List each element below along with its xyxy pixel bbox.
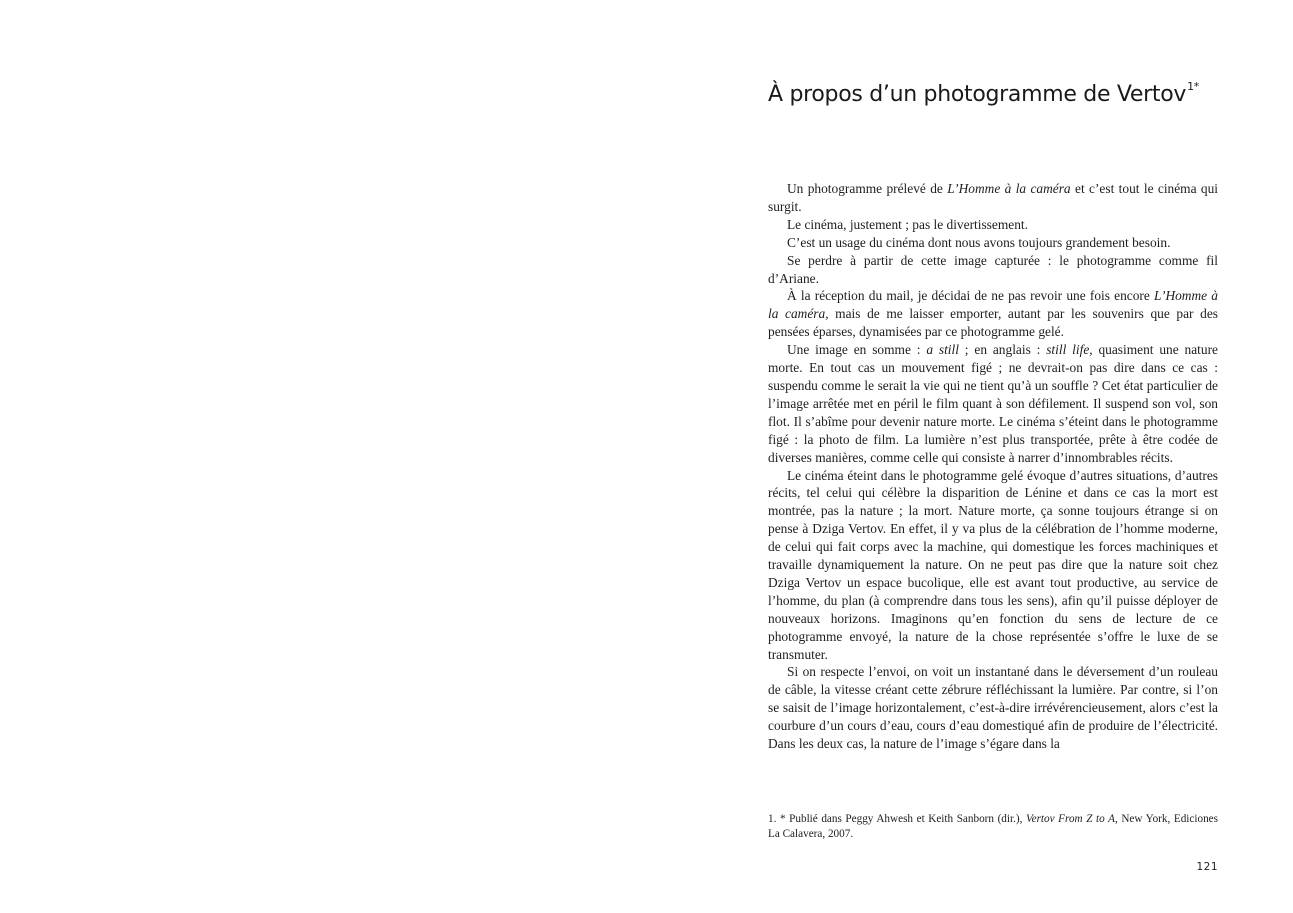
italic-title: still life xyxy=(1046,342,1090,358)
italic-title: L’Homme à la caméra xyxy=(768,288,1218,322)
text-run: , New York, Ediciones La Calavera, 2007. xyxy=(768,813,1218,840)
left-page-blank xyxy=(0,0,646,913)
italic-title: L’Homme à la caméra xyxy=(947,181,1071,196)
body-text xyxy=(768,180,1218,753)
page-number: 121 xyxy=(1196,861,1218,873)
chapter-title-text: À propos d’un photogramme de Vertov xyxy=(768,82,1187,107)
paragraph xyxy=(768,467,1218,664)
text-run: Un photogramme prélevé de xyxy=(787,181,948,196)
chapter-title xyxy=(768,80,1199,107)
italic-title: a still xyxy=(926,342,959,358)
paragraph xyxy=(768,252,1218,288)
text-run: , quasiment une nature morte. En tout cas un mouvement figé ; ne devrait-on pas dire dans ce cas : suspendu comme le serait la vie qui ne tient qu’à un souffle ? Cet état particulier de l’image arrêtée met en péril le film quant à son défilement. Il suspend son vol, son flot. Il s’abîme pour devenir nature morte. Le cinéma s’éteint dans le photogramme figé : la photo de film. La lumière n’est plus transportée, prête à être codée de diverses manières, comme celle qui consiste à narrer d’innombrables récits. xyxy=(768,342,1218,465)
text-run: Se perdre à partir de cette image capturée : le photogramme comme fil d’Ariane. xyxy=(768,252,1218,286)
text-run: , mais de me laisser emporter, autant par les souvenirs que par des pensées éparses, dynamisées par ce photogramme gelé. xyxy=(768,306,1218,340)
text-run: À la réception du mail, je décidai de ne pas revoir une fois encore xyxy=(787,288,1155,304)
paragraph xyxy=(768,234,1218,252)
paragraph xyxy=(768,216,1218,234)
text-run: C’est un usage du cinéma dont nous avons toujours grandement besoin. xyxy=(787,234,1171,250)
paragraph xyxy=(768,341,1218,466)
footnote xyxy=(768,812,1218,842)
paragraph xyxy=(768,663,1218,753)
text-run: Une image en somme : xyxy=(787,342,927,358)
paragraph xyxy=(768,180,1218,216)
text-run: et c’est tout le cinéma qui surgit. xyxy=(768,181,1219,214)
paragraph xyxy=(768,287,1218,341)
footnote-marker: 1* xyxy=(1187,80,1200,93)
text-run: Le cinéma éteint dans le photogramme gelé évoque d’autres situations, d’autres récits, tel celui qui célèbre la disparition de Lénine et dans ce cas la mort est montrée, pas la nature ; la mort. Nature morte, ça sonne toujours étrange si on pense à Dziga Vertov. En effet, il y va plus de la célébration de l’homme moderne, de celui qui fait corps avec la machine, qui domestique les forces machiniques et travaille dynamiquement la nature. On ne peut pas dire que la nature soit chez Dziga Vertov un espace bucolique, elle est avant tout productive, au service de l’homme, du plan (à comprendre dans tous les sens), afin qu’il puisse déployer de nouveaux horizons. Imaginons qu’en fonction du sens de lecture de ce photogramme envoyé, la nature de la chose représentée s’offre le luxe de se transmuter. xyxy=(768,467,1218,662)
text-run: Si on respecte l’envoi, on voit un instantané dans le déversement d’un rouleau de câble, la vitesse créant cette zébrure réfléchissant la lumière. Par contre, si l’on se saisit de l’image horizontalement, c’est-à-dire irrévérencieusement, alors c’est la courbure d’un cours d’eau, cours d’eau domestiqué afin de produire de l’électricité. Dans les deux cas, la nature de l’image s’égare dans la xyxy=(768,664,1218,752)
text-run: ; en anglais : xyxy=(958,342,1047,358)
italic-title: Vertov From Z to A xyxy=(1026,813,1115,825)
text-run: 1. * Publié dans Peggy Ahwesh et Keith Sanborn (dir.), xyxy=(768,813,1027,825)
text-run: Le cinéma, justement ; pas le divertissement. xyxy=(787,216,1028,232)
